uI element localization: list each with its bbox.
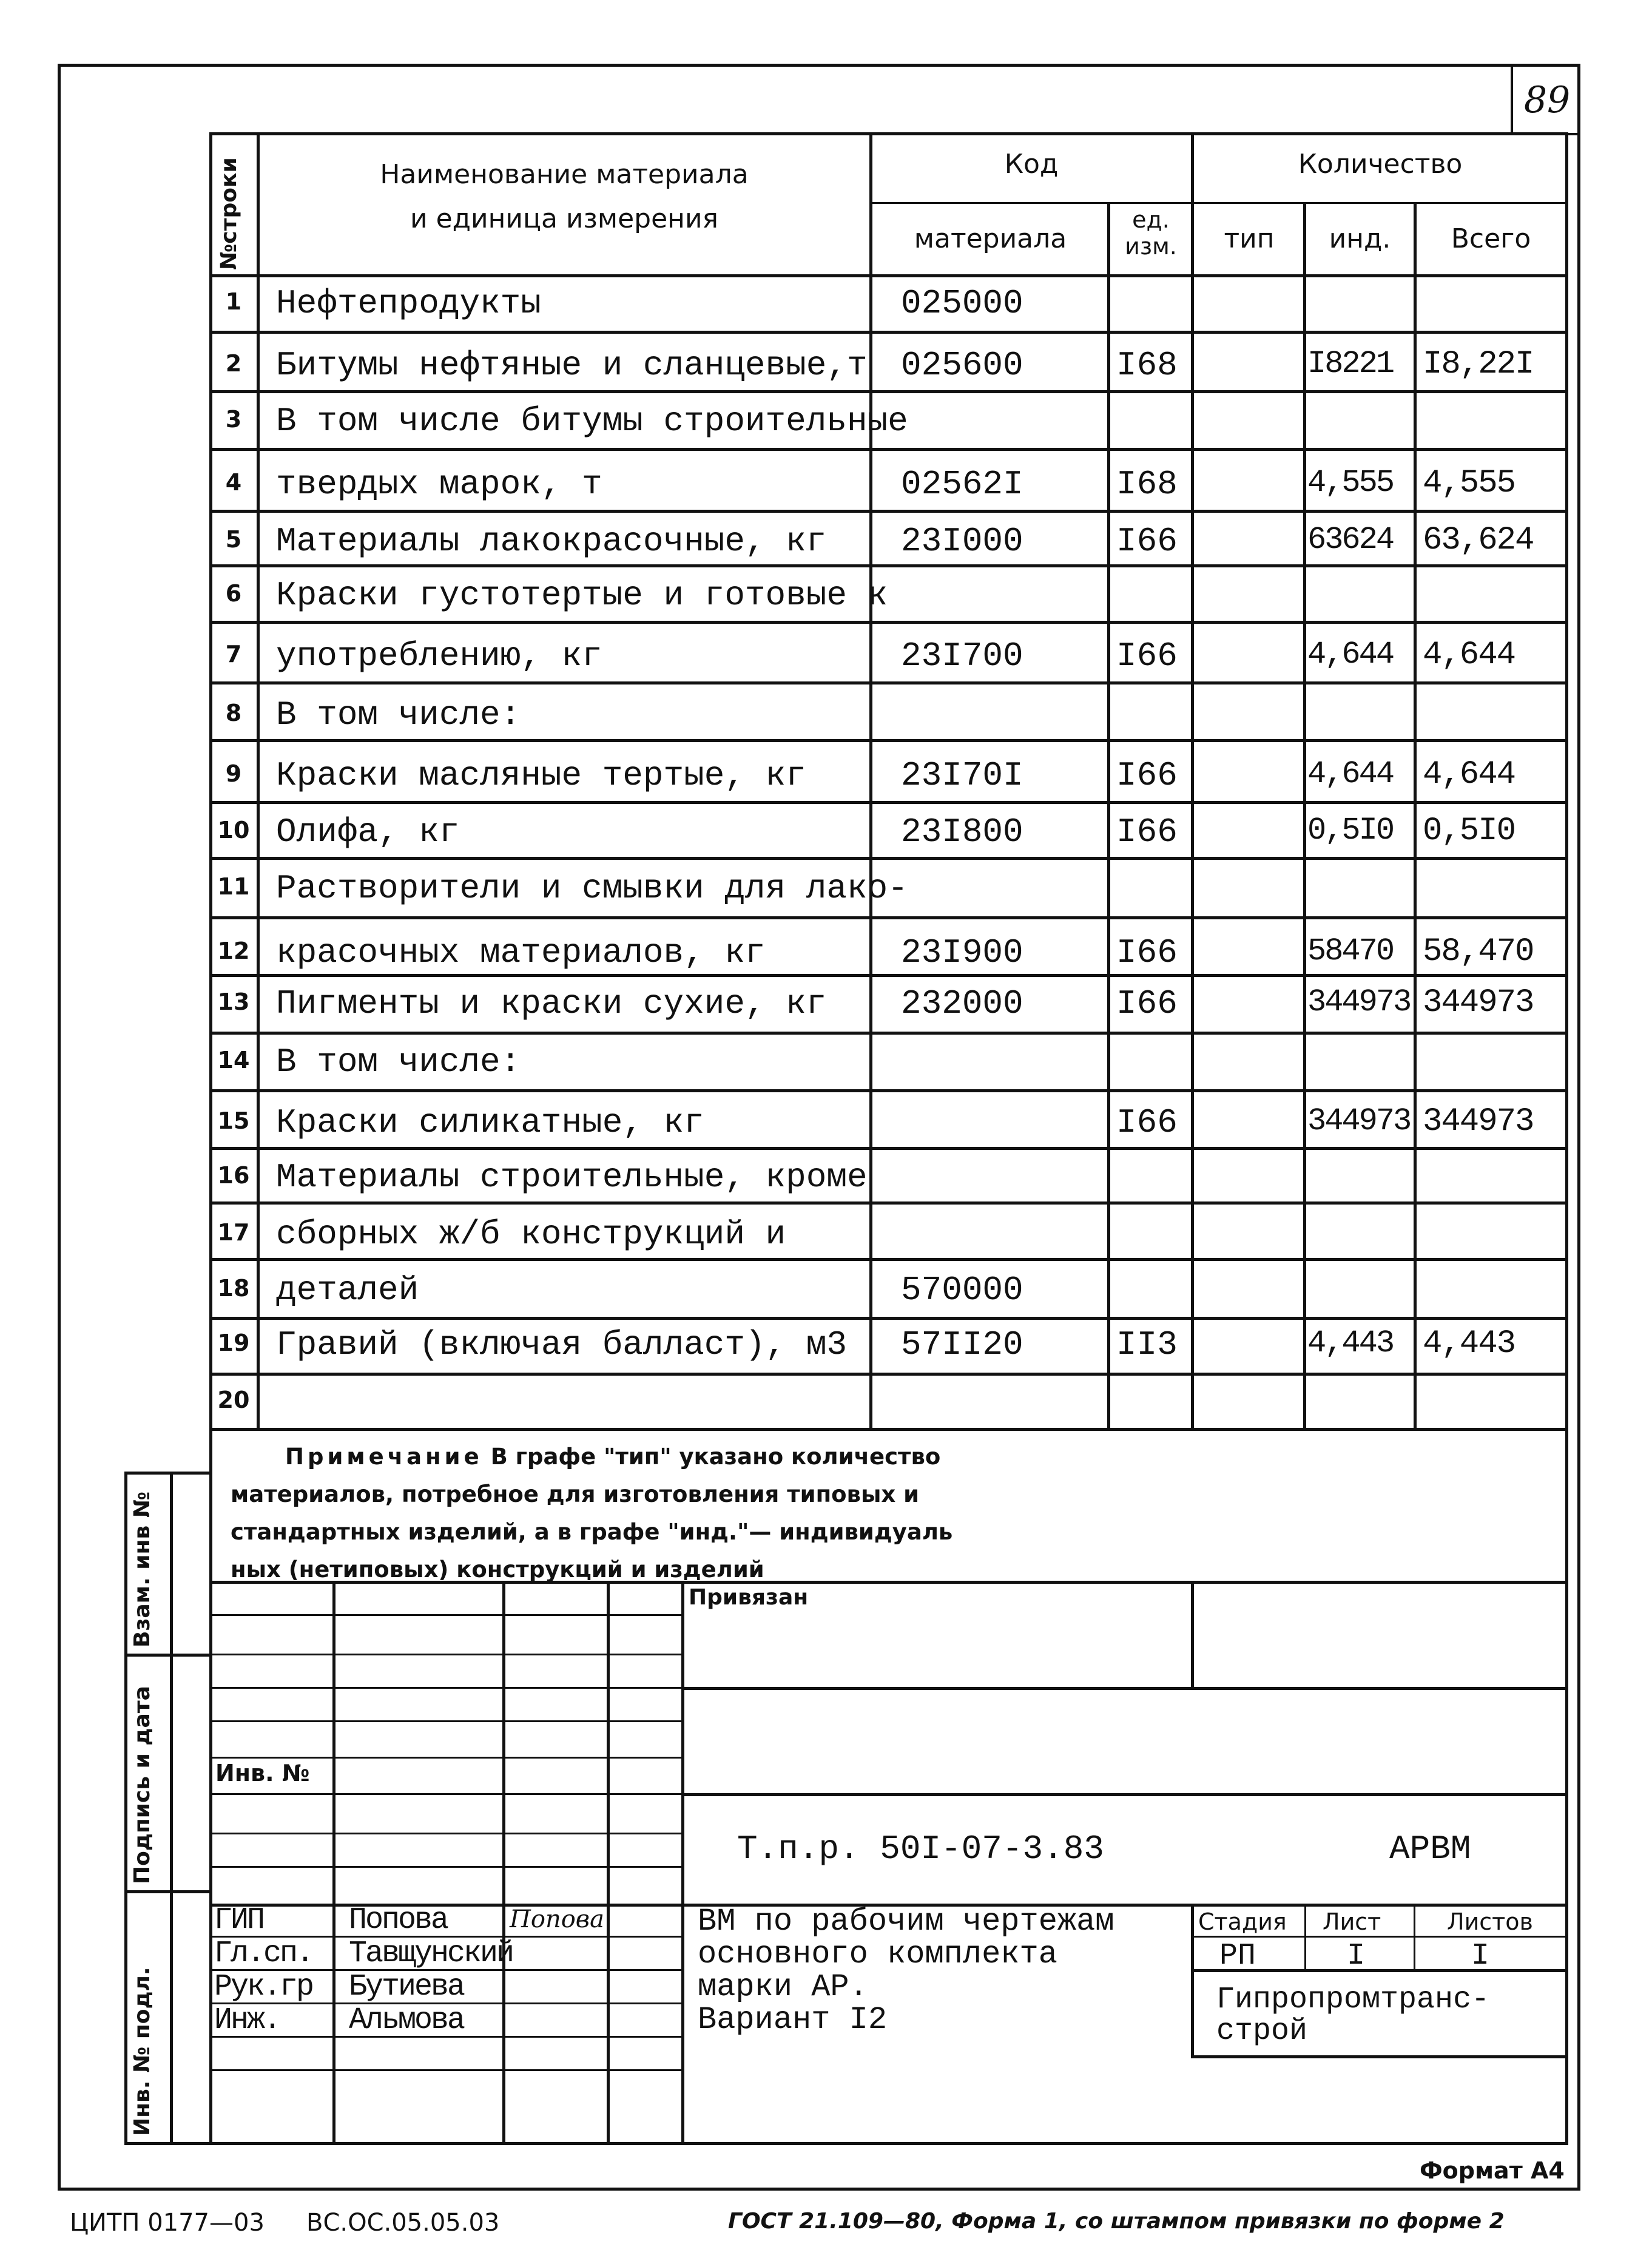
unit-code: I68 (1116, 465, 1178, 504)
qty-ind: 0,5I0 (1307, 813, 1394, 848)
signature: Попова (510, 1905, 604, 1933)
header-name-line1: Наименование материала (380, 159, 749, 190)
header-code-unit: ед. изм. (1125, 206, 1177, 260)
note-line2: материалов, потребное для изготовления типовых и (231, 1481, 920, 1507)
qty-total: 344973 (1423, 984, 1534, 1021)
material-name: Краски силикатные, кг (276, 1103, 704, 1142)
qty-ind: 344973 (1307, 1103, 1411, 1139)
row-divider (209, 1032, 1568, 1035)
doc-title-line4: Вариант I2 (698, 2002, 888, 2038)
privyazan-label: Привязан (689, 1585, 809, 1610)
material-name: сборных ж/б конструкций и (276, 1215, 786, 1254)
header-quantity: Количество (1298, 149, 1463, 180)
row-number: 2 (225, 350, 242, 377)
qty-total: 63,624 (1423, 522, 1534, 559)
material-code: 23I70I (901, 756, 1023, 795)
material-code: 570000 (901, 1271, 1023, 1310)
header-row-number: №строки (217, 157, 241, 270)
side-label-inv-podl: Инв. № подл. (130, 1967, 155, 2136)
signer-role: Рук.гр (214, 1970, 313, 2004)
qty-ind: 4,443 (1307, 1325, 1394, 1361)
stage-label: Стадия (1198, 1908, 1287, 1935)
material-name: Пигменты и краски сухие, кг (276, 984, 827, 1023)
row-number: 8 (225, 700, 242, 726)
row-number: 20 (217, 1387, 250, 1413)
qty-total: 344973 (1423, 1103, 1534, 1140)
header-code: Код (1004, 149, 1059, 180)
sheet-value: I (1347, 1939, 1366, 1973)
row-divider (209, 390, 1568, 393)
material-code: 02562I (901, 465, 1023, 504)
note-line4: ных (нетиповых) конструкций и изделий (231, 1556, 764, 1583)
organization-line2: строй (1216, 2014, 1308, 2049)
row-divider (209, 739, 1568, 742)
row-number: 5 (225, 526, 242, 553)
material-name: Краски масляные тертые, кг (276, 756, 806, 795)
header-code-material: материала (914, 223, 1067, 254)
material-name: Растворители и смывки для лако- (276, 869, 908, 908)
signer-role: Инж. (214, 2003, 280, 2038)
qty-ind: 4,644 (1307, 756, 1394, 792)
unit-code: I66 (1116, 933, 1178, 972)
qty-ind: I8221 (1307, 346, 1394, 382)
footer-gost: ГОСТ 21.109—80, Форма 1, со штампом привязки по форме 2 (728, 2209, 1505, 2234)
row-divider (209, 801, 1568, 804)
doc-code: Т.п.р. 50I-07-3.83 (737, 1830, 1104, 1868)
qty-ind: 4,555 (1307, 465, 1394, 501)
table-bottom-line (209, 1428, 1568, 1431)
row-divider (209, 974, 1568, 977)
material-code: 025600 (901, 346, 1023, 385)
row-number: 16 (217, 1162, 250, 1189)
doc-title-line3: марки АР. (698, 1969, 868, 2005)
row-divider (209, 331, 1568, 334)
unit-code: I66 (1116, 522, 1178, 561)
row-divider (209, 510, 1568, 513)
organization (1216, 1984, 1489, 2047)
row-number: 17 (217, 1219, 250, 1246)
row-number: 7 (225, 641, 242, 667)
qty-total: 0,5I0 (1423, 813, 1515, 850)
material-name: Олифа, кг (276, 813, 460, 851)
unit-code: I66 (1116, 813, 1178, 851)
row-number: 12 (217, 938, 250, 964)
unit-code: II3 (1116, 1325, 1178, 1364)
qty-total: 4,644 (1423, 637, 1515, 674)
page-number: 89 (1523, 79, 1571, 121)
row-divider (209, 1089, 1568, 1092)
note-title: Примечание (285, 1444, 483, 1470)
row-divider (209, 1201, 1568, 1205)
row-number: 11 (217, 873, 250, 900)
row-divider (209, 448, 1568, 451)
header-qty-ind: инд. (1329, 223, 1391, 254)
material-name: красочных материалов, кг (276, 933, 766, 972)
material-code: 23I700 (901, 637, 1023, 675)
material-name: Материалы строительные, кроме (276, 1158, 868, 1197)
row-number: 3 (225, 406, 242, 433)
unit-code: I66 (1116, 756, 1178, 795)
organization-line1: Гипропромтранс- (1216, 1982, 1490, 2017)
qty-total: 4,644 (1423, 756, 1515, 793)
row-number: 15 (217, 1107, 250, 1134)
material-name: Материалы лакокрасочные, кг (276, 522, 827, 561)
row-divider (209, 621, 1568, 624)
footer-series: ВС.ОС.05.05.03 (306, 2209, 500, 2237)
row-divider (209, 1147, 1568, 1150)
row-divider (209, 1373, 1568, 1376)
footer-left-code: ЦИТП 0177—03 (70, 2209, 265, 2237)
material-name: В том числе битумы строительные (276, 402, 908, 441)
signer-role: Гл.сп. (214, 1936, 313, 1971)
doc-title-line2: основного комплекта (698, 1936, 1057, 1972)
stage-value: РП (1219, 1939, 1256, 1973)
sheet-label: Лист (1323, 1908, 1381, 1935)
header-qty-total: Всего (1451, 223, 1531, 254)
row-number: 14 (217, 1047, 250, 1073)
side-label-podpis: Подпись и дата (130, 1686, 155, 1884)
note-line1: В графе "тип" указано количество (490, 1444, 941, 1470)
unit-code: I66 (1116, 984, 1178, 1023)
row-number: 10 (217, 817, 250, 843)
signer-name: Бутиева (349, 1970, 464, 2004)
qty-total: 4,555 (1423, 465, 1515, 502)
row-number: 13 (217, 989, 250, 1015)
row-number: 6 (225, 580, 242, 607)
side-label-vzam: Взам. инв № (130, 1491, 155, 1648)
row-number: 4 (225, 469, 242, 496)
qty-total: 58,470 (1423, 933, 1534, 970)
format-label: Формат А4 (1420, 2157, 1565, 2184)
doc-title-line1: ВМ по рабочим чертежам (698, 1904, 1114, 1939)
note-text (231, 1438, 952, 1589)
note-line3: стандартных изделий, а в графе "инд."— индивидуаль (231, 1519, 953, 1545)
signer-name: Попова (349, 1903, 448, 1938)
row-divider (209, 857, 1568, 860)
material-name: Битумы нефтяные и сланцевые,т (276, 346, 868, 385)
unit-code: I68 (1116, 346, 1178, 385)
material-code: 23I000 (901, 522, 1023, 561)
row-number: 19 (217, 1330, 250, 1356)
sheets-value: I (1471, 1939, 1490, 1973)
signer-role: ГИП (214, 1903, 264, 1938)
material-name: Гравий (включая балласт), м3 (276, 1325, 847, 1364)
unit-code: I66 (1116, 1103, 1178, 1142)
qty-total: I8,22I (1423, 346, 1534, 383)
signer-name: Альмова (349, 2003, 464, 2038)
doc-mark: АРВМ (1389, 1830, 1471, 1868)
qty-ind: 4,644 (1307, 637, 1394, 672)
qty-total: 4,443 (1423, 1325, 1515, 1362)
row-divider (209, 1317, 1568, 1320)
doc-title (698, 1905, 1114, 2036)
row-divider (209, 1258, 1568, 1261)
signer-name: Тавщунский (349, 1936, 513, 1971)
header-name-line2: и единица измерения (410, 203, 719, 234)
row-divider (209, 681, 1568, 684)
material-code: 57II20 (901, 1325, 1023, 1364)
qty-ind: 344973 (1307, 984, 1411, 1020)
material-name: употреблению, кг (276, 637, 602, 675)
qty-ind: 63624 (1307, 522, 1394, 558)
row-divider (209, 564, 1568, 567)
material-name: деталей (276, 1271, 419, 1310)
row-number: 1 (225, 288, 242, 315)
material-name: В том числе: (276, 1043, 521, 1081)
row-divider (209, 916, 1568, 919)
material-code: 23I900 (901, 933, 1023, 972)
material-name: В том числе: (276, 695, 521, 734)
qty-ind: 58470 (1307, 933, 1394, 969)
material-code: 232000 (901, 984, 1023, 1023)
row-number: 18 (217, 1275, 250, 1302)
material-code: 23I800 (901, 813, 1023, 851)
sheets-label: Листов (1447, 1908, 1533, 1935)
header-qty-type: тип (1224, 223, 1275, 254)
material-name: Нефтепродукты (276, 284, 541, 323)
unit-code: I66 (1116, 637, 1178, 675)
material-name: твердых марок, т (276, 465, 602, 504)
inv-no-label: Инв. № (215, 1760, 310, 1786)
material-code: 025000 (901, 284, 1023, 323)
row-number: 9 (225, 760, 242, 787)
material-name: Краски густотертые и готовые к (276, 576, 888, 615)
